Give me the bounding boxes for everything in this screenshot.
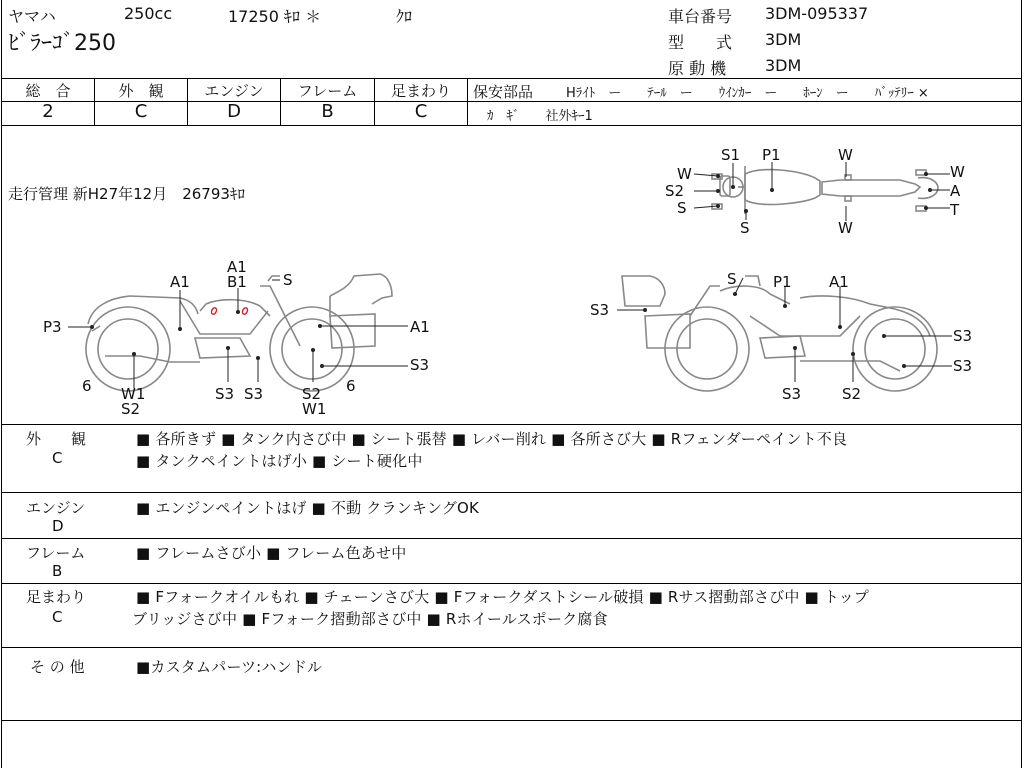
top-s-bottom: S — [740, 219, 750, 237]
grade-label-overall: 総 合 — [25, 82, 71, 100]
left-s2-front: S2 — [302, 385, 322, 403]
divider-frame — [1, 583, 1022, 584]
safety-title: 保安部品 — [473, 83, 534, 101]
engine-model-value: 3DM — [765, 56, 802, 75]
left-6-right: 6 — [346, 377, 356, 395]
right-s3-right-1: S3 — [953, 327, 973, 345]
right-s3-left: S3 — [590, 301, 610, 319]
right-s2-bottom: S2 — [842, 385, 862, 403]
grade-value-suspension: C — [414, 101, 428, 122]
top-s2: S2 — [665, 182, 685, 200]
exterior-grade: C — [52, 449, 63, 467]
grade-label-frame: フレーム — [297, 82, 358, 100]
mileage-management: 走行管理 新H27年12月 26793ｷﾛ — [8, 185, 245, 203]
type-label: 型 式 — [668, 33, 733, 52]
left-s: S — [283, 271, 293, 289]
right-bike-diagram — [622, 276, 937, 391]
top-a: A — [950, 182, 961, 200]
other-label: そ の 他 — [30, 658, 85, 676]
left-s3-b: S3 — [244, 385, 264, 403]
model-name: ﾋﾞﾗｰｺﾞ250 — [8, 31, 116, 56]
exterior-notes-2: ■ タンクペイントはげ小 ■ シート硬化中 — [136, 452, 423, 470]
left-b1: B1 — [227, 273, 247, 291]
grade-label-suspension: 足まわり — [390, 82, 451, 100]
grid-v5 — [467, 78, 468, 125]
left-w1: W1 — [121, 385, 146, 403]
left-a1-top: A1 — [227, 258, 247, 276]
engine-model-label: 原 動 機 — [668, 59, 727, 78]
displacement: 250cc — [124, 4, 173, 23]
right-p1: P1 — [773, 273, 792, 291]
suspension-grade: C — [52, 608, 63, 626]
right-s3-right-2: S3 — [953, 357, 973, 375]
divider-other — [1, 720, 1022, 721]
top-w-center-top: W — [838, 146, 853, 164]
left-6-left: 6 — [82, 377, 92, 395]
engine-notes: ■ エンジンペイントはげ ■ 不動 クランキングOK — [136, 499, 480, 517]
key-info: ｶ ｷﾞ 社外ｷｰ1 — [487, 109, 593, 124]
divider-header — [1, 78, 1022, 79]
grade-value-frame: B — [321, 101, 334, 122]
top-s1: S1 — [721, 146, 741, 164]
bike-diagrams — [0, 126, 1024, 426]
right-s3-bottom: S3 — [782, 385, 802, 403]
left-a1-right: A1 — [410, 318, 430, 336]
divider-suspension — [1, 647, 1022, 648]
divider-exterior — [1, 492, 1022, 493]
exterior-label: 外 観 — [26, 430, 87, 448]
color: ｸﾛ — [396, 7, 413, 26]
engine-label: エンジン — [26, 499, 86, 517]
left-p3: P3 — [43, 318, 62, 336]
engine-grade: D — [52, 517, 64, 535]
divider-engine — [1, 538, 1022, 539]
left-s3-right: S3 — [410, 356, 430, 374]
right-s: S — [727, 270, 737, 288]
grade-label-engine: エンジン — [204, 82, 264, 100]
grade-value-overall: 2 — [42, 101, 54, 122]
chassis-value: 3DM-095337 — [765, 4, 869, 23]
right-a1: A1 — [829, 273, 849, 291]
left-w1-front: W1 — [302, 400, 327, 418]
safety-items: Hﾗｲﾄ ー ﾃｰﾙ ー ｳｲﾝｶｰ ー ﾎｰﾝ ー ﾊﾞｯﾃﾘｰ × — [566, 86, 929, 101]
suspension-label: 足まわり — [26, 588, 87, 606]
left-s3-a: S3 — [215, 385, 235, 403]
top-p1: P1 — [762, 146, 781, 164]
type-value: 3DM — [765, 30, 802, 49]
grade-label-exterior: 外 観 — [118, 82, 164, 100]
chassis-label: 車台番号 — [668, 7, 733, 26]
suspension-notes-1: ■ Fフォークオイルもれ ■ チェーンさび大 ■ Fフォークダストシール破損 ■ Rサス摺動部さび中 ■ トップ — [136, 588, 870, 606]
top-w-left: W — [677, 165, 692, 183]
frame-notes: ■ フレームさび小 ■ フレーム色あせ中 — [136, 544, 407, 562]
frame-label: フレーム — [26, 544, 86, 562]
mileage: 17250 ｷﾛ ＊ — [228, 7, 322, 26]
suspension-notes-2: ブリッジさび中 ■ Fフォーク摺動部さび中 ■ Rホイールスポーク腐食 — [132, 610, 608, 628]
top-s-left: S — [677, 199, 687, 217]
divider-safety — [468, 101, 1022, 102]
grade-value-exterior: C — [134, 101, 148, 122]
other-notes: ■カスタムパーツ:ハンドル — [136, 658, 323, 676]
exterior-notes-1: ■ 各所きず ■ タンク内さび中 ■ シート張替 ■ レバー削れ ■ 各所さび大 ■ Rフェンダーペイント不良 — [136, 430, 848, 448]
frame-grade: B — [52, 562, 63, 580]
top-w-center-bottom: W — [838, 219, 853, 237]
top-w-right: W — [950, 163, 965, 181]
grade-value-engine: D — [227, 101, 241, 122]
left-s2-bottom: S2 — [121, 400, 141, 418]
left-bike-diagram — [86, 274, 392, 391]
left-a1-left: A1 — [170, 273, 190, 291]
top-view-diagram — [712, 166, 938, 214]
top-t: T — [950, 201, 960, 219]
maker: ヤマハ — [8, 7, 56, 26]
